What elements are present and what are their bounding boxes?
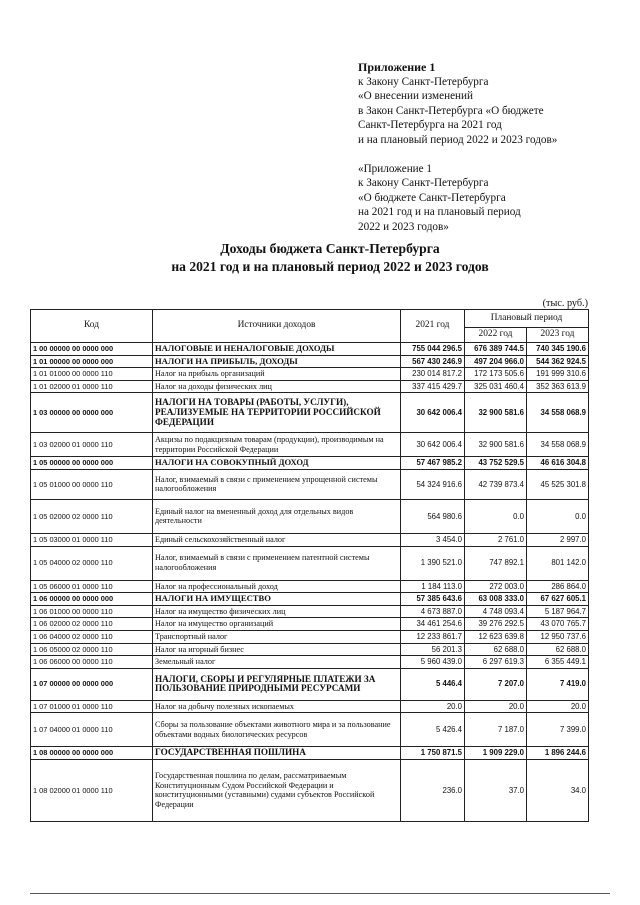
- row-code: 1 05 02000 02 0000 110: [31, 499, 153, 533]
- row-value-2023: 12 950 737.6: [527, 630, 589, 643]
- row-value-2021: 567 430 246.9: [401, 355, 465, 368]
- header-year-2021: 2021 год: [401, 310, 465, 343]
- table-row: [31, 713, 589, 747]
- table-row: [31, 546, 589, 580]
- row-source-name: ГОСУДАРСТВЕННАЯ ПОШЛИНА: [153, 747, 401, 760]
- row-source-name: Налог на имущество организаций: [153, 618, 401, 631]
- row-code: 1 01 00000 00 0000 000: [31, 355, 153, 368]
- row-code: 1 08 02000 01 0000 110: [31, 759, 153, 821]
- row-code: 1 05 03000 01 0000 110: [31, 533, 153, 546]
- table-row: [31, 605, 589, 618]
- row-source-name: НАЛОГИ НА ПРИБЫЛЬ, ДОХОДЫ: [153, 355, 401, 368]
- row-value-2023: 20.0: [527, 700, 589, 713]
- table-row: [31, 759, 589, 821]
- row-value-2023: 67 627 605.1: [527, 593, 589, 606]
- row-code: 1 01 01000 00 0000 110: [31, 368, 153, 381]
- row-value-2021: 20.0: [401, 700, 465, 713]
- table-row: [31, 343, 589, 356]
- row-value-2023: 7 419.0: [527, 668, 589, 700]
- annex-line: в Закон Санкт-Петербурга «О бюджете: [358, 104, 544, 117]
- row-code: 1 05 04000 02 0000 110: [31, 546, 153, 580]
- row-value-2023: 2 997.0: [527, 533, 589, 546]
- annex-line: «О внесении изменений: [358, 90, 474, 103]
- row-value-2021: 5 426.4: [401, 713, 465, 747]
- document-title: [60, 240, 600, 276]
- row-value-2022: 32 900 581.6: [465, 433, 527, 457]
- page-bottom-line: [30, 893, 610, 894]
- document-title-line-2: на 2021 год и на плановый период 2022 и 2023 годов: [171, 259, 489, 274]
- row-value-2023: 1 896 244.6: [527, 747, 589, 760]
- row-source-name: Единый сельскохозяйственный налог: [153, 533, 401, 546]
- row-value-2023: 286 864.0: [527, 580, 589, 593]
- document-title-line-1: Доходы бюджета Санкт-Петербурга: [220, 241, 440, 256]
- row-source-name: НАЛОГИ НА ИМУЩЕСТВО: [153, 593, 401, 606]
- row-value-2022: 12 623 639.8: [465, 630, 527, 643]
- annex-line: на 2021 год и на плановый период: [358, 206, 521, 219]
- table-row: [31, 630, 589, 643]
- row-value-2022: 0.0: [465, 499, 527, 533]
- row-value-2021: 230 014 817.2: [401, 368, 465, 381]
- annex-line: к Закону Санкт-Петербурга: [358, 177, 489, 190]
- row-value-2021: 564 980.6: [401, 499, 465, 533]
- row-source-name: Налог на добычу полезных ископаемых: [153, 700, 401, 713]
- row-value-2021: 54 324 916.6: [401, 469, 465, 499]
- row-code: 1 07 04000 01 0000 110: [31, 713, 153, 747]
- table-row: [31, 393, 589, 433]
- row-value-2022: 1 909 229.0: [465, 747, 527, 760]
- table-row: [31, 656, 589, 669]
- row-source-name: Налог на имущество физических лиц: [153, 605, 401, 618]
- annex-line: 2022 и 2023 годов»: [358, 220, 449, 233]
- row-value-2023: 46 616 304.8: [527, 457, 589, 470]
- row-source-name: НАЛОГИ, СБОРЫ И РЕГУЛЯРНЫЕ ПЛАТЕЖИ ЗА ПОЛЬЗОВАНИЕ ПРИРОДНЫМИ РЕСУРСАМИ: [153, 668, 401, 700]
- row-code: 1 08 00000 00 0000 000: [31, 747, 153, 760]
- row-value-2022: 37.0: [465, 759, 527, 821]
- row-source-name: Акцизы по подакцизным товарам (продукции), производимым на территории Российской Федерации: [153, 433, 401, 457]
- row-value-2021: 5 446.4: [401, 668, 465, 700]
- row-source-name: Земельный налог: [153, 656, 401, 669]
- annex-line: «Приложение 1: [358, 162, 433, 175]
- table-row: [31, 499, 589, 533]
- row-source-name: НАЛОГИ НА ТОВАРЫ (РАБОТЫ, УСЛУГИ), РЕАЛИЗУЕМЫЕ НА ТЕРРИТОРИИ РОССИЙСКОЙ ФЕДЕРАЦИИ: [153, 393, 401, 433]
- revenue-table: [30, 309, 589, 822]
- row-value-2021: 1 390 521.0: [401, 546, 465, 580]
- row-source-name: Сборы за пользование объектами животного мира и за пользование объектами водных биологических ресурсов: [153, 713, 401, 747]
- row-value-2023: 34 558 068.9: [527, 433, 589, 457]
- row-value-2021: 34 461 254.6: [401, 618, 465, 631]
- header-planned-period: Плановый период: [465, 310, 589, 328]
- row-value-2022: 7 187.0: [465, 713, 527, 747]
- row-value-2023: 544 362 924.5: [527, 355, 589, 368]
- row-source-name: Налог на доходы физических лиц: [153, 380, 401, 393]
- header-income-sources: Источники доходов: [153, 310, 401, 343]
- row-value-2023: 0.0: [527, 499, 589, 533]
- row-value-2023: 801 142.0: [527, 546, 589, 580]
- row-code: 1 05 01000 00 0000 110: [31, 469, 153, 499]
- row-value-2022: 42 739 873.4: [465, 469, 527, 499]
- row-value-2022: 172 173 505.6: [465, 368, 527, 381]
- row-code: 1 05 06000 01 0000 110: [31, 580, 153, 593]
- row-value-2022: 2 761.0: [465, 533, 527, 546]
- row-value-2021: 4 673 887.0: [401, 605, 465, 618]
- table-row: [31, 643, 589, 656]
- table-row: [31, 593, 589, 606]
- table-row: [31, 380, 589, 393]
- row-source-name: Налог, взимаемый в связи с применением патентной системы налогообложения: [153, 546, 401, 580]
- row-code: 1 07 00000 00 0000 000: [31, 668, 153, 700]
- row-value-2022: 272 003.0: [465, 580, 527, 593]
- row-value-2021: 57 467 985.2: [401, 457, 465, 470]
- row-code: 1 03 00000 00 0000 000: [31, 393, 153, 433]
- row-value-2021: 30 642 006.4: [401, 393, 465, 433]
- row-value-2023: 5 187 964.7: [527, 605, 589, 618]
- row-code: 1 06 05000 02 0000 110: [31, 643, 153, 656]
- row-value-2021: 337 415 429.7: [401, 380, 465, 393]
- row-value-2021: 236.0: [401, 759, 465, 821]
- row-value-2023: 352 363 613.9: [527, 380, 589, 393]
- row-value-2023: 45 525 301.8: [527, 469, 589, 499]
- row-code: 1 05 00000 00 0000 000: [31, 457, 153, 470]
- row-value-2023: 740 345 190.6: [527, 343, 589, 356]
- row-value-2022: 7 207.0: [465, 668, 527, 700]
- row-source-name: Налог, взимаемый в связи с применением упрощенной системы налогообложения: [153, 469, 401, 499]
- table-row: [31, 469, 589, 499]
- row-source-name: Налог на профессиональный доход: [153, 580, 401, 593]
- row-value-2022: 43 752 529.5: [465, 457, 527, 470]
- row-value-2023: 7 399.0: [527, 713, 589, 747]
- row-code: 1 00 00000 00 0000 000: [31, 343, 153, 356]
- row-code: 1 06 06000 00 0000 110: [31, 656, 153, 669]
- annex-lines-amendment: [358, 75, 628, 148]
- annex-title: Приложение 1: [358, 60, 436, 74]
- annex-line: Санкт-Петербурга на 2021 год: [358, 119, 502, 132]
- row-source-name: НАЛОГОВЫЕ И НЕНАЛОГОВЫЕ ДОХОДЫ: [153, 343, 401, 356]
- header-code: Код: [31, 310, 153, 343]
- row-code: 1 06 02000 02 0000 110: [31, 618, 153, 631]
- table-row: [31, 457, 589, 470]
- row-source-name: Транспортный налог: [153, 630, 401, 643]
- row-code: 1 06 00000 00 0000 000: [31, 593, 153, 606]
- row-value-2021: 12 233 861.7: [401, 630, 465, 643]
- row-code: 1 06 01000 00 0000 110: [31, 605, 153, 618]
- header-year-2022: 2022 год: [465, 328, 527, 343]
- table-row: [31, 618, 589, 631]
- annex-block: [358, 60, 628, 235]
- row-value-2022: 32 900 581.6: [465, 393, 527, 433]
- row-value-2023: 62 688.0: [527, 643, 589, 656]
- row-value-2021: 57 385 643.6: [401, 593, 465, 606]
- table-row: [31, 747, 589, 760]
- row-code: 1 01 02000 01 0000 110: [31, 380, 153, 393]
- row-source-name: Единый налог на вмененный доход для отдельных видов деятельности: [153, 499, 401, 533]
- row-code: 1 03 02000 01 0000 110: [31, 433, 153, 457]
- row-value-2023: 191 999 310.6: [527, 368, 589, 381]
- row-value-2022: 62 688.0: [465, 643, 527, 656]
- row-value-2022: 6 297 619.3: [465, 656, 527, 669]
- row-value-2022: 747 892.1: [465, 546, 527, 580]
- annex-lines-original: [358, 162, 628, 235]
- row-source-name: Государственная пошлина по делам, рассматриваемым Конституционным Судом Российской Федерации и конституционными (уставными) судами субъектов Российской Федерации: [153, 759, 401, 821]
- row-value-2022: 63 008 333.0: [465, 593, 527, 606]
- table-row: [31, 668, 589, 700]
- row-value-2021: 30 642 006.4: [401, 433, 465, 457]
- row-source-name: Налог на прибыль организаций: [153, 368, 401, 381]
- row-code: 1 07 01000 01 0000 110: [31, 700, 153, 713]
- units-label: (тыс. руб.): [542, 298, 588, 309]
- row-value-2023: 6 355 449.1: [527, 656, 589, 669]
- table-row: [31, 700, 589, 713]
- row-value-2022: 497 204 966.0: [465, 355, 527, 368]
- row-value-2023: 34.0: [527, 759, 589, 821]
- row-value-2021: 1 184 113.0: [401, 580, 465, 593]
- row-value-2021: 755 044 296.5: [401, 343, 465, 356]
- header-year-2023: 2023 год: [527, 328, 589, 343]
- row-source-name: НАЛОГИ НА СОВОКУПНЫЙ ДОХОД: [153, 457, 401, 470]
- row-value-2021: 1 750 871.5: [401, 747, 465, 760]
- annex-line: «О бюджете Санкт-Петербурга: [358, 191, 506, 204]
- annex-gap: [358, 148, 628, 162]
- row-value-2022: 39 276 292.5: [465, 618, 527, 631]
- row-source-name: Налог на игорный бизнес: [153, 643, 401, 656]
- table-row: [31, 533, 589, 546]
- table-row: [31, 355, 589, 368]
- row-value-2022: 20.0: [465, 700, 527, 713]
- revenue-table-header: [31, 310, 589, 343]
- revenue-table-body: [31, 343, 589, 822]
- row-value-2022: 4 748 093.4: [465, 605, 527, 618]
- annex-line: и на плановый период 2022 и 2023 годов»: [358, 133, 558, 146]
- row-value-2022: 325 031 460.4: [465, 380, 527, 393]
- row-code: 1 06 04000 02 0000 110: [31, 630, 153, 643]
- annex-line: к Закону Санкт-Петербурга: [358, 75, 489, 88]
- row-value-2023: 34 558 068.9: [527, 393, 589, 433]
- row-value-2021: 3 454.0: [401, 533, 465, 546]
- row-value-2021: 5 960 439.0: [401, 656, 465, 669]
- table-row: [31, 433, 589, 457]
- table-row: [31, 580, 589, 593]
- table-row: [31, 368, 589, 381]
- row-value-2023: 43 070 765.7: [527, 618, 589, 631]
- row-value-2021: 56 201.3: [401, 643, 465, 656]
- row-value-2022: 676 389 744.5: [465, 343, 527, 356]
